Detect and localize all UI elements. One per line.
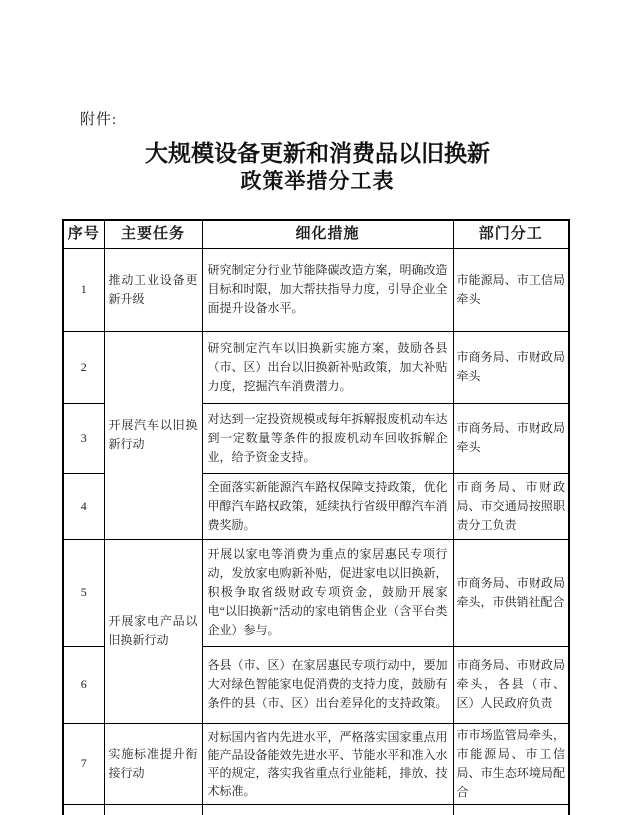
task-cell: 实施标准提升衔接行动: [104, 723, 202, 804]
dept-cell: 市商务局、市财政局牵头，各县（市、区）人民政府负责: [453, 646, 569, 723]
task-cell: 开展汽车以旧换新行动: [104, 331, 202, 539]
document-title: [0, 138, 635, 196]
row-number-cell: 5: [63, 539, 104, 646]
row-number-cell: 2: [63, 331, 104, 403]
dept-cell: 市能源局、市工信局牵头: [453, 248, 569, 331]
task-cell: 开展家电产品以旧换新行动: [104, 539, 202, 723]
row-number-cell: 7: [63, 723, 104, 804]
task-cell: [104, 804, 202, 815]
dept-cell: 市商务局、市财政局牵头: [453, 403, 569, 473]
policy-division-table: [62, 219, 570, 815]
row-number-cell: 3: [63, 403, 104, 473]
dept-cell: 市商务局、市财政局、市交通局按照职责分工负责: [453, 473, 569, 539]
dept-cell: 市商务局、市财政局牵头，市供销社配合: [453, 539, 569, 646]
title-line-1: 大规模设备更新和消费品以旧换新: [145, 140, 490, 166]
measure-cell: 各县（市、区）在家居惠民专项行动中，要加大对绿色智能家电促消费的支持力度，鼓励有条件的县（市、区）出台差异化的支持政策。: [202, 646, 453, 723]
measure-cell: 开展以家电等消费为重点的家居惠民专项行动，发放家电购新补贴，促进家电以旧换新，积极争取省级财政专项资金，鼓励开展家电“以旧换新”活动的家电销售企业（含平台类企业）参与。: [202, 539, 453, 646]
row-number-cell: 1: [63, 248, 104, 331]
measure-cell: 全面落实新能源汽车路权保障支持政策，优化甲醇汽车路权政策，延续执行省级甲醇汽车消费奖励。: [202, 473, 453, 539]
row-number-cell: [63, 804, 104, 815]
measure-cell: 对标国内省内先进水平，严格落实国家重点用能产品设备能效先进水平、节能水平和准入水平的规定，落实我省重点行业能耗，排放、技术标准。: [202, 723, 453, 804]
header-cell-measure: 细化措施: [202, 220, 453, 248]
table-row: [63, 539, 569, 646]
task-cell: 推动工业设备更新升级: [104, 248, 202, 331]
header-cell-no: 序号: [63, 220, 104, 248]
table-header-row: [63, 220, 569, 248]
table-row: [63, 248, 569, 331]
measure-cell: 研究制定汽车以旧换新实施方案，鼓励各县（市、区）出台以旧换新补贴政策，加大补贴力度，挖掘汽车消费潜力。: [202, 331, 453, 403]
measure-cell: 研究制定分行业节能降碳改造方案，明确改造目标和时限，加大帮扶指导力度，引导企业全面提升设备水平。: [202, 248, 453, 331]
header-cell-task: 主要任务: [104, 220, 202, 248]
table-row: [63, 723, 569, 804]
title-line-2: 政策举措分工表: [240, 170, 395, 193]
measure-cell: [202, 804, 453, 815]
attachment-label: 附件:: [80, 112, 118, 128]
dept-cell: 市商务局、市财政局牵头: [453, 331, 569, 403]
table-row-cutoff: [63, 804, 569, 815]
header-cell-dept: 部门分工: [453, 220, 569, 248]
dept-cell: 市市场监管局牵头，市能源局、市工信局、市生态环境局配合: [453, 723, 569, 804]
row-number-cell: 4: [63, 473, 104, 539]
dept-cell: [453, 804, 569, 815]
measure-cell: 对达到一定投资规模或每年拆解报废机动车达到一定数量等条件的报废机动车回收拆解企业，给予资金支持。: [202, 403, 453, 473]
row-number-cell: 6: [63, 646, 104, 723]
table-row: [63, 331, 569, 403]
